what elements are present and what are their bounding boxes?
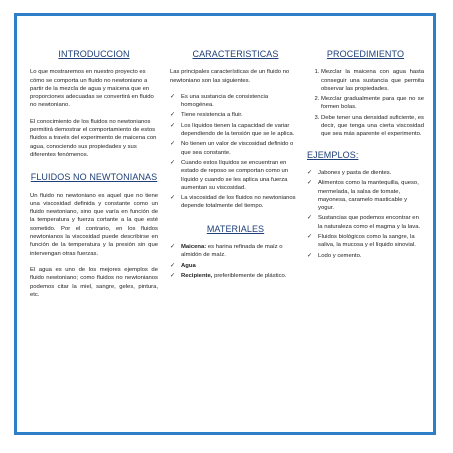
list-item: ✓ Alimentos como la mantequilla, queso, mermelada, la salsa de tomate, mayonesa, caramelo masticable y yogur.	[307, 180, 419, 212]
list-item: 2. Mezclar gradualmente para que no se formen bolas.	[321, 95, 424, 112]
list-item: ✓ Lodo y cemento.	[307, 252, 362, 259]
checkmark-icon: ✓	[170, 195, 176, 202]
caracteristicas-list	[170, 93, 301, 211]
column-right	[307, 40, 424, 266]
checkmark-icon: ✓	[307, 180, 313, 187]
list-item: 1. Mezclar la maicena con agua hasta conseguir una sustancia que permita observar las propiedades.	[321, 68, 424, 93]
checkmark-icon: ✓	[307, 234, 313, 241]
column-middle	[170, 40, 301, 286]
introduccion-paragraph-1: Lo que mostraremos en nuestro proyecto es cómo se comporta un fluido no newtoniano a partir de la mezcla de agua y maicena que en proporciones adecuadas se convertirá en fluido no newtoniano.	[30, 69, 154, 109]
fluidos-paragraph-1: Un fluido no newtoniano es aquel que no tiene una viscosidad definida y constante como un fluido newtoniano, sino que varía en función de la temperatura y fuerza cortante a la que esté sometido. Por el contrario, en los fluidos newtonianos la viscosidad puede describirse en función de la temperatura y la presión sin que intervengan otras fuerzas.	[30, 192, 158, 257]
list-item: ✓ Fluidos biológicos como la sangre, la saliva, la mucosa y el líquido sinovial.	[307, 234, 416, 249]
list-item: 3. Debe tener una densidad suficiente, es decir, que tenga una cierta viscosidad que sea más aparente el experimento.	[321, 114, 424, 139]
caracteristicas-intro: Las principales características de un fluido no newtoniano son las siguientes.	[170, 69, 290, 84]
checkmark-icon: ✓	[170, 262, 176, 269]
introduccion-heading: INTRODUCCION	[58, 49, 130, 59]
checkmark-icon: ✓	[170, 159, 176, 166]
checkmark-icon: ✓	[170, 141, 176, 148]
list-item: ✓ Tiene resistencia a fluir.	[170, 112, 243, 119]
caracteristicas-heading: CARACTERISTICAS	[192, 49, 279, 59]
list-item: ✓ Sustancias que podemos encontrar en la naturaleza como el magma y la lava.	[307, 215, 421, 230]
checkmark-icon: ✓	[170, 244, 176, 251]
list-item: ✓ Cuando estos líquidos se encuentran en estado de reposo se comportan como un líquido y cuando se les aplica una fuerza aumentan su viscosidad.	[170, 159, 289, 191]
checkmark-icon: ✓	[170, 112, 176, 119]
fluidos-paragraph-2: El agua es uno de los mejores ejemplos de fluido newtoniano; como fluidos no newtonianos podemos citar la miel, sangre, geles, pintura, etc.	[30, 266, 158, 298]
ejemplos-list	[307, 169, 424, 260]
list-item: ✓ Los líquidos tienen la capacidad de variar dependiendo de la tensión que se le aplica.	[170, 122, 295, 138]
materiales-list	[170, 243, 301, 280]
list-item: ✓ Maicena: es harina refinada de maíz o almidón de maíz.	[170, 244, 283, 259]
list-item: ✓ La viscosidad de los fluidos no newtonianos depende totalmente del tiempo.	[170, 195, 296, 210]
checkmark-icon: ✓	[307, 169, 313, 176]
checkmark-icon: ✓	[307, 215, 313, 222]
list-item: ✓ Es una sustancia de consistencia homogénea.	[170, 93, 269, 109]
list-item: ✓ Jabones y pasta de dientes.	[307, 169, 392, 176]
materiales-heading: MATERIALES	[206, 223, 265, 234]
checkmark-icon: ✓	[170, 122, 176, 129]
list-item: ✓ Agua	[170, 262, 196, 269]
introduccion-paragraph-2: El conocimiento de los fluidos no newtonianos permitirá demostrar el comportamiento de estos fluidos a través del experimento de maicena con agua, conociendo sus propiedades y sus diferentes fenómenos.	[30, 118, 157, 158]
procedimiento-steps	[307, 68, 424, 138]
list-item: ✓ Recipiente, preferiblemente de plástico.	[170, 272, 287, 279]
checkmark-icon: ✓	[307, 252, 313, 259]
checkmark-icon: ✓	[170, 272, 176, 279]
fluidos-heading: FLUIDOS NO NEWTONIANAS	[30, 172, 158, 183]
procedimiento-heading: PROCEDIMIENTO	[326, 49, 405, 59]
column-left	[30, 40, 158, 307]
ejemplos-heading: EJEMPLOS:	[307, 149, 359, 160]
list-item: ✓ No tienen un valor de viscosidad definido o que sea constante.	[170, 141, 294, 156]
checkmark-icon: ✓	[170, 93, 176, 100]
